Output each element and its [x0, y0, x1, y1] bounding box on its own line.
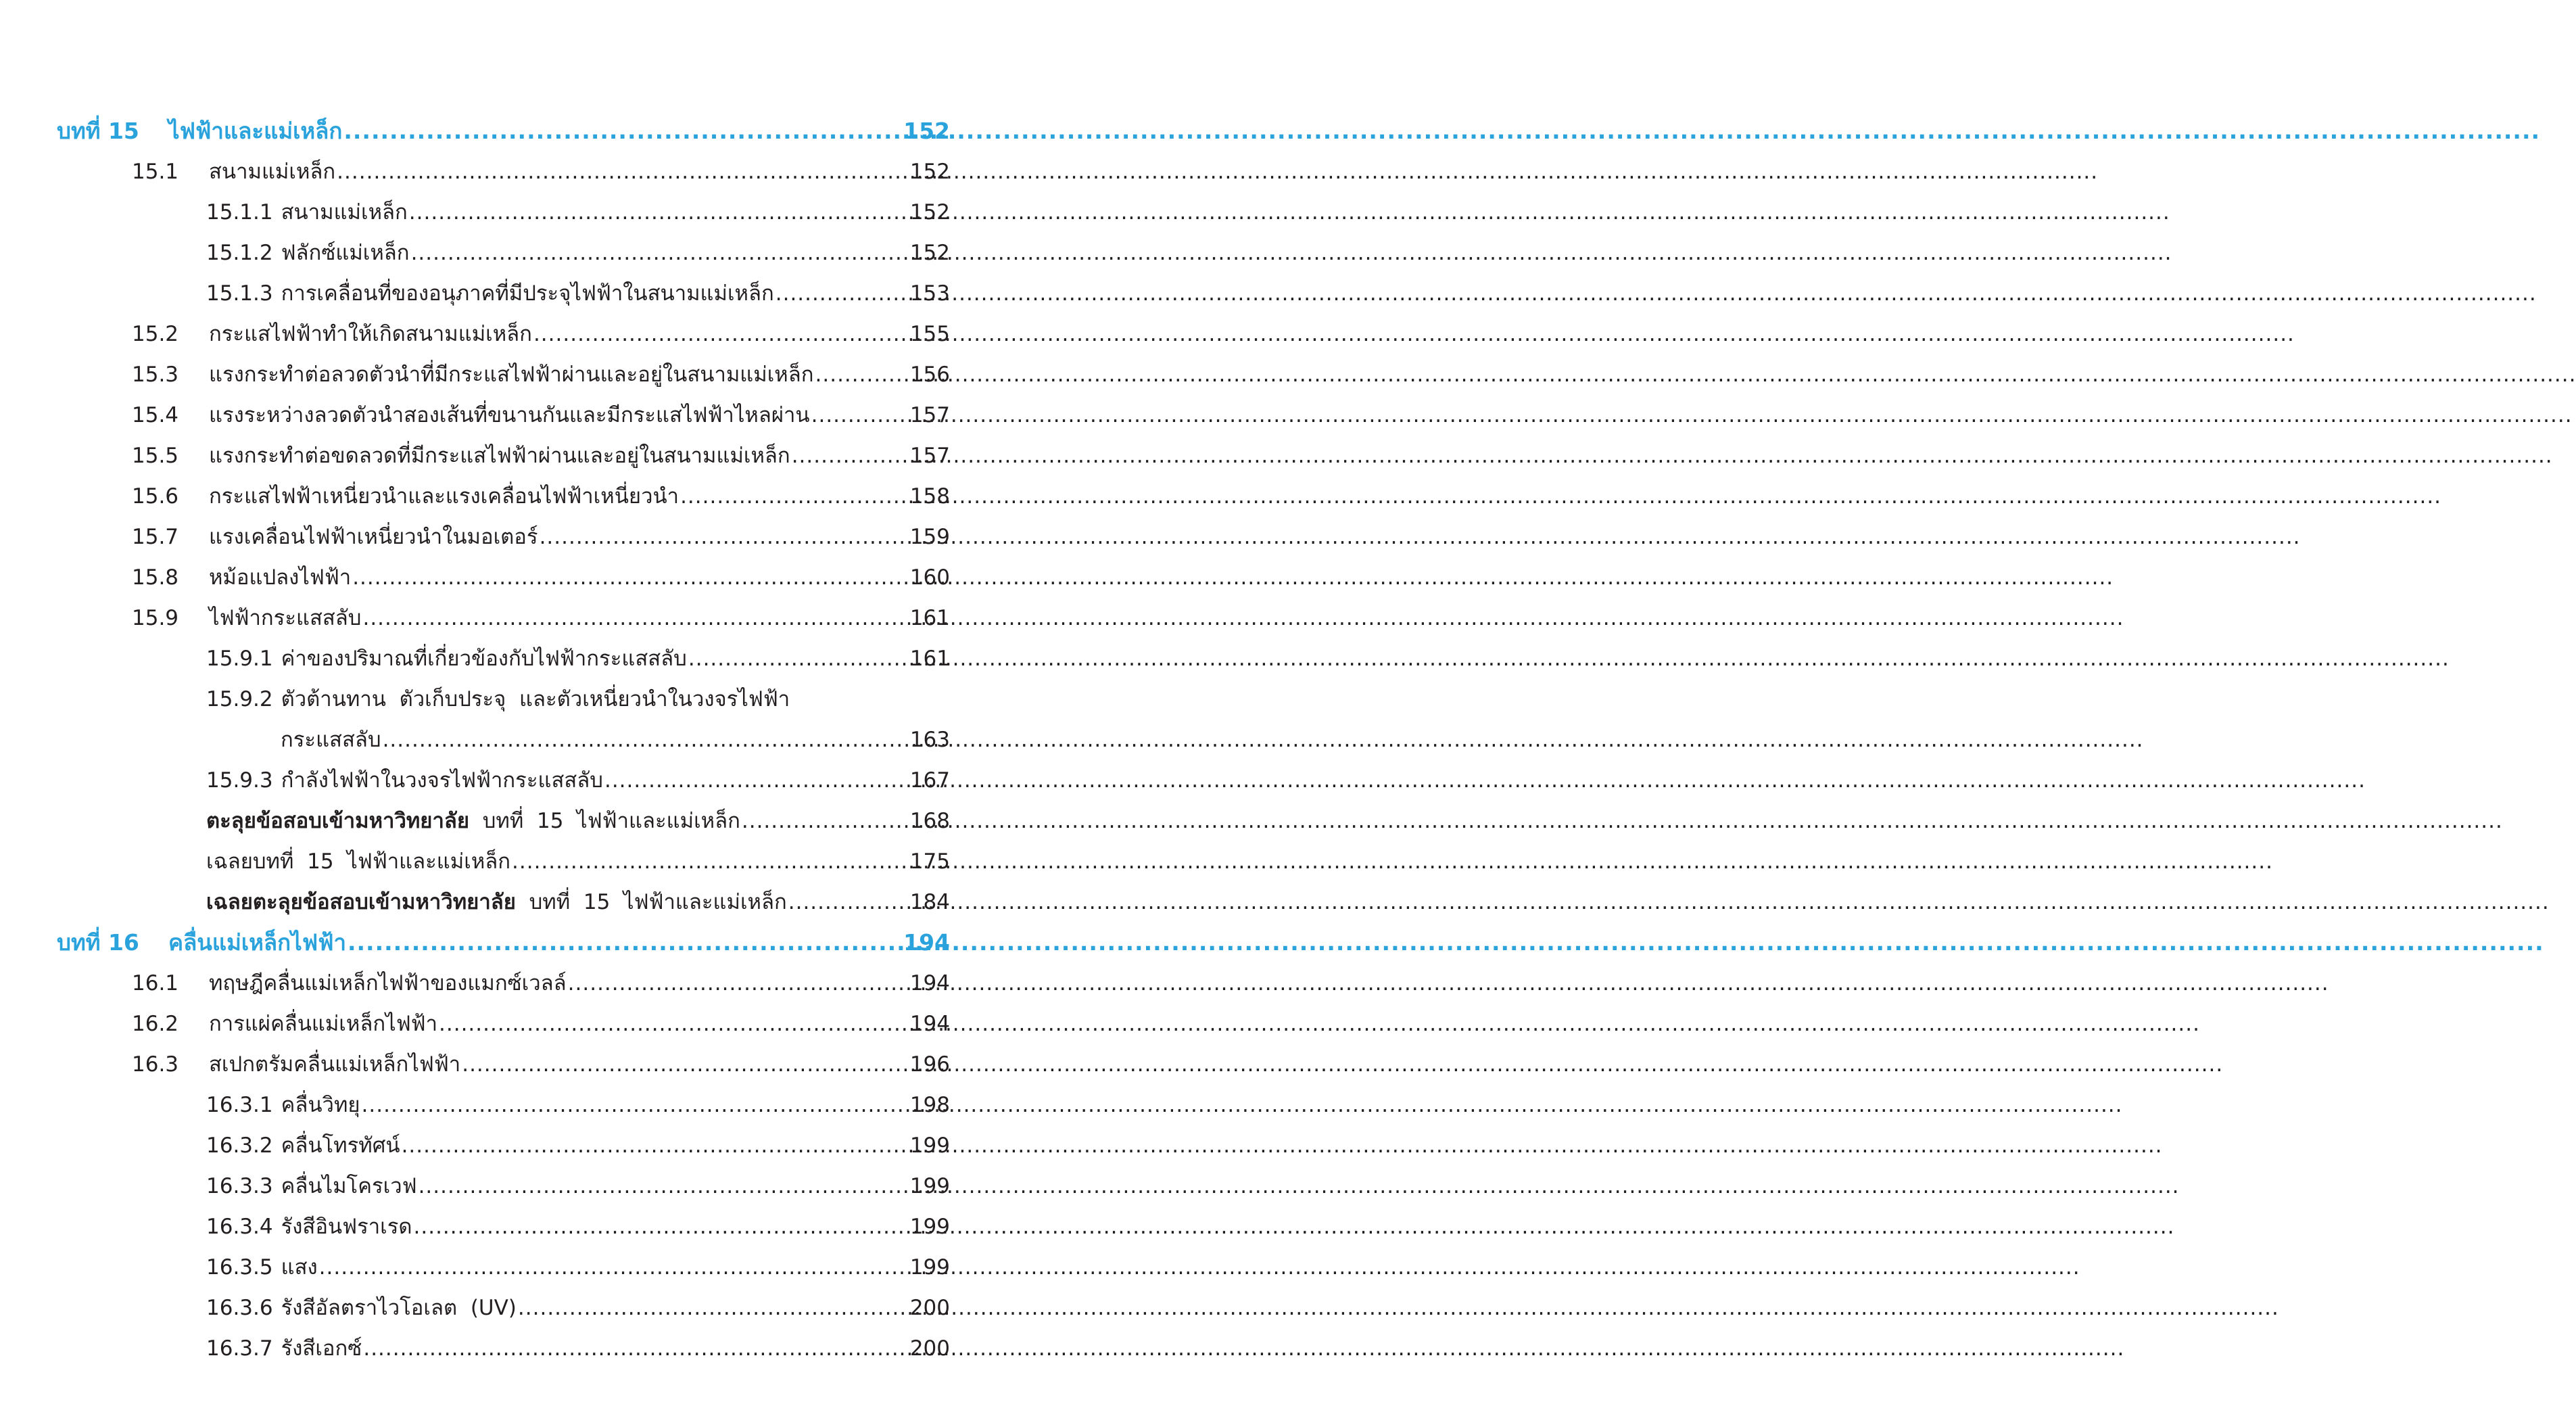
toc-dot-leader: [568, 968, 909, 998]
toc-entry-title: คลื่นโทรทัศน์: [281, 1133, 400, 1158]
toc-entry-number: 15.1: [132, 160, 179, 184]
toc-entry-title: การแผ่คลื่นแม่เหล็กไฟฟ้า: [209, 1012, 438, 1036]
toc-page-number: 158: [909, 484, 950, 509]
toc-entry-number: 15.3: [132, 362, 179, 387]
toc-entry-row: [132, 441, 950, 471]
toc-dot-leader: [411, 238, 909, 268]
toc-entry-number: 15.6: [132, 484, 179, 509]
toc-entry-title: คลื่นไมโครเวฟ: [281, 1174, 417, 1198]
toc-entry-title: แรงระหว่างลวดตัวนำสองเส้นที่ขนานกันและมีกระแสไฟฟ้าไหลผ่าน: [209, 403, 810, 427]
toc-page-number: 168: [909, 809, 950, 833]
toc-page-number: 159: [909, 525, 950, 549]
toc-entry-row: [206, 1090, 950, 1120]
toc-entry-row: [132, 1009, 950, 1039]
toc-chapter-row: [57, 928, 950, 958]
toc-page-number: 184: [909, 890, 950, 914]
toc-entry-number: 15.9: [132, 606, 179, 630]
toc-entry-title: กระแสไฟฟ้าเหนี่ยวนำและแรงเคลื่อนไฟฟ้าเหนี่ยวนำ: [209, 484, 679, 509]
toc-entry-title: สนามแม่เหล็ก: [281, 200, 408, 225]
toc-entry-title: [206, 806, 740, 836]
toc-entry-title: แสง: [281, 1255, 318, 1280]
toc-entry-title: รังสีอินฟราเรด: [281, 1215, 412, 1239]
toc-entry-title: การเคลื่อนที่ของอนุภาคที่มีประจุไฟฟ้าในสนามแม่เหล็ก: [281, 281, 774, 306]
toc-page-number: 200: [909, 1296, 950, 1320]
toc-dot-leader: [462, 1050, 909, 1079]
toc-dot-leader: [811, 400, 909, 430]
toc-entry-title: ฟลักซ์แม่เหล็ก: [281, 241, 410, 265]
toc-entry-title: หม้อแปลงไฟฟ้า: [209, 565, 352, 590]
toc-entry-row: [132, 968, 950, 998]
toc-page-number: 161: [909, 647, 950, 671]
toc-page-number: 156: [909, 362, 950, 387]
toc-dot-leader: [319, 1252, 909, 1282]
toc-page-number: 167: [909, 768, 950, 793]
toc-chapter-row: [57, 116, 950, 146]
toc-entry-row: [206, 1252, 950, 1282]
toc-entry-title: ไฟฟ้าและแม่เหล็ก: [168, 118, 343, 144]
toc-entry-title-rest: บทที่ 15 ไฟฟ้าและแม่เหล็ก: [469, 809, 740, 833]
toc-entry-title: สนามแม่เหล็ก: [209, 160, 336, 184]
toc-page-number: 175: [909, 849, 950, 874]
toc-entry-title: สเปกตรัมคลื่นแม่เหล็กไฟฟ้า: [209, 1052, 461, 1077]
toc-dot-leader: [362, 603, 908, 633]
toc-dot-leader: [815, 360, 909, 390]
toc-entry-row: [206, 1293, 950, 1323]
toc-entry-title: ตัวต้านทาน ตัวเก็บประจุ และตัวเหนี่ยวนำในวงจรไฟฟ้า: [281, 687, 790, 711]
toc-entry-row: [132, 400, 950, 430]
toc-entry-row: [132, 482, 950, 511]
toc-dot-leader: [792, 441, 909, 471]
toc-dot-leader: [742, 806, 909, 836]
toc-entry-row: [132, 522, 950, 552]
toc-entry-title: กระแสไฟฟ้าทำให้เกิดสนามแม่เหล็ก: [209, 322, 532, 346]
toc-dot-leader: [680, 482, 909, 511]
toc-entry-title: แรงกระทำต่อขดลวดที่มีกระแสไฟฟ้าผ่านและอยู่ในสนามแม่เหล็ก: [209, 444, 790, 468]
toc-dot-leader: [512, 847, 909, 876]
toc-page-number: 194: [903, 929, 950, 956]
toc-entry-number: 16.3.6: [206, 1296, 273, 1320]
toc-entry-row: [132, 563, 950, 592]
toc-entry-title: ไฟฟ้ากระแสสลับ: [209, 606, 362, 630]
toc-entry-row: [206, 197, 950, 227]
toc-dot-leader: [352, 563, 909, 592]
toc-page-number: 194: [909, 1012, 950, 1036]
toc-entry-number: 16.1: [132, 971, 179, 995]
toc-dot-leader: [402, 1131, 909, 1161]
toc-dot-leader: [788, 887, 909, 917]
toc-entry-number: 15.1.1: [206, 200, 273, 225]
toc-dot-leader: [518, 1293, 909, 1323]
toc-entry-row: [132, 603, 950, 633]
toc-entry-title: กำลังไฟฟ้าในวงจรไฟฟ้ากระแสสลับ: [281, 768, 603, 793]
toc-entry-number: 15.5: [132, 444, 179, 468]
toc-page-number: 194: [909, 971, 950, 995]
toc-entry-row: [206, 279, 950, 308]
toc-page-number: 152: [903, 118, 950, 144]
toc-entry-row: [206, 887, 950, 917]
toc-page-number: 152: [909, 200, 950, 225]
toc-entry-title: คลื่นวิทยุ: [281, 1093, 360, 1117]
toc-entry-number: 15.2: [132, 322, 179, 346]
toc-entry-number: 15.8: [132, 565, 179, 590]
toc-entry-row: [132, 319, 950, 349]
toc-page-number: 196: [909, 1052, 950, 1077]
toc-entry-number: บทที่ 16: [57, 929, 139, 956]
toc-entry-number: 16.3.4: [206, 1215, 273, 1239]
toc-dot-leader: [362, 1090, 909, 1120]
toc-entry-row: [206, 1212, 950, 1242]
toc-entry-row: [206, 1334, 950, 1363]
toc-page-number: 155: [909, 322, 950, 346]
toc-entry-number: 16.3.7: [206, 1336, 273, 1361]
toc-dot-leader: [348, 928, 902, 958]
toc-entry-title: กระแสสลับ: [281, 728, 381, 752]
toc-entry-row: [206, 847, 950, 876]
toc-entry-row: [206, 644, 950, 674]
toc-entry-number: 15.9.2: [206, 687, 273, 711]
toc-entry-row: [206, 806, 950, 836]
toc-entry-row: [132, 360, 950, 390]
toc-dot-leader: [337, 157, 909, 187]
toc-entry-row: [132, 157, 950, 187]
toc-page-number: 160: [909, 565, 950, 590]
toc-entry-title: คลื่นแม่เหล็กไฟฟ้า: [168, 929, 346, 956]
toc-entry-title: รังสีอัลตราไวโอเลต (UV): [281, 1296, 517, 1320]
toc-page-number: 152: [909, 160, 950, 184]
toc-entry-number: 15.1.2: [206, 241, 273, 265]
toc-page-number: 199: [909, 1255, 950, 1280]
toc-page-number: 157: [909, 444, 950, 468]
toc-entry-row: [281, 725, 950, 755]
toc-entry-number: 16.2: [132, 1012, 179, 1036]
toc-entry-number: 15.9.1: [206, 647, 273, 671]
toc-entry-title: แรงเคลื่อนไฟฟ้าเหนี่ยวนำในมอเตอร์: [209, 525, 538, 549]
table-of-contents: [0, 0, 1007, 1406]
toc-dot-leader: [688, 644, 909, 674]
toc-page-number: 153: [909, 281, 950, 306]
toc-entry-row: [206, 1131, 950, 1161]
toc-entry-number: 15.9.3: [206, 768, 273, 793]
toc-dot-leader: [409, 197, 909, 227]
toc-entry-title-bold: ตะลุยข้อสอบเข้ามหาวิทยาลัย: [206, 809, 470, 833]
toc-entry-row: [206, 766, 950, 795]
toc-entry-number: 15.7: [132, 525, 179, 549]
toc-dot-leader: [363, 1334, 908, 1363]
toc-dot-leader: [533, 319, 909, 349]
toc-entry-number: 16.3: [132, 1052, 179, 1077]
toc-entry-title-rest: บทที่ 15 ไฟฟ้าและแม่เหล็ก: [515, 890, 787, 914]
toc-entry-number: 16.3.2: [206, 1133, 273, 1158]
toc-entry-number: 16.3.3: [206, 1174, 273, 1198]
toc-entry-number: 16.3.1: [206, 1093, 273, 1117]
toc-dot-leader: [419, 1171, 909, 1201]
toc-entry-title-bold: เฉลยตะลุยข้อสอบเข้ามหาวิทยาลัย: [206, 890, 516, 914]
toc-page-number: 152: [909, 241, 950, 265]
toc-page-number: 161: [909, 606, 950, 630]
toc-page-number: 199: [909, 1133, 950, 1158]
toc-entry-row: [206, 684, 950, 714]
toc-page-number: 200: [909, 1336, 950, 1361]
toc-page-number: 163: [909, 728, 950, 752]
toc-entry-title: ค่าของปริมาณที่เกี่ยวข้องกับไฟฟ้ากระแสสลับ: [281, 647, 687, 671]
toc-dot-leader: [439, 1009, 909, 1039]
toc-page-number: 199: [909, 1215, 950, 1239]
toc-dot-leader: [776, 279, 909, 308]
toc-entry-number: 15.1.3: [206, 281, 273, 306]
toc-entry-title: เฉลยบทที่ 15 ไฟฟ้าและแม่เหล็ก: [206, 849, 511, 874]
toc-entry-title: รังสีเอกซ์: [281, 1336, 362, 1361]
toc-page-number: 199: [909, 1174, 950, 1198]
toc-entry-title: ทฤษฎีคลื่นแม่เหล็กไฟฟ้าของแมกซ์เวลล์: [209, 971, 567, 995]
toc-page-number: 157: [909, 403, 950, 427]
toc-dot-leader: [343, 116, 902, 146]
toc-entry-number: บทที่ 15: [57, 118, 139, 144]
toc-entry-number: 15.4: [132, 403, 179, 427]
toc-dot-leader: [540, 522, 909, 552]
toc-entry-title: แรงกระทำต่อลวดตัวนำที่มีกระแสไฟฟ้าผ่านและอยู่ในสนามแม่เหล็ก: [209, 362, 814, 387]
toc-entry-row: [206, 238, 950, 268]
toc-page-number: 198: [909, 1093, 950, 1117]
toc-entry-title: [206, 887, 787, 917]
toc-dot-leader: [604, 766, 909, 795]
toc-entry-row: [206, 1171, 950, 1201]
toc-dot-leader: [414, 1212, 909, 1242]
toc-dot-leader: [383, 725, 909, 755]
toc-entry-number: 16.3.5: [206, 1255, 273, 1280]
toc-entry-row: [132, 1050, 950, 1079]
